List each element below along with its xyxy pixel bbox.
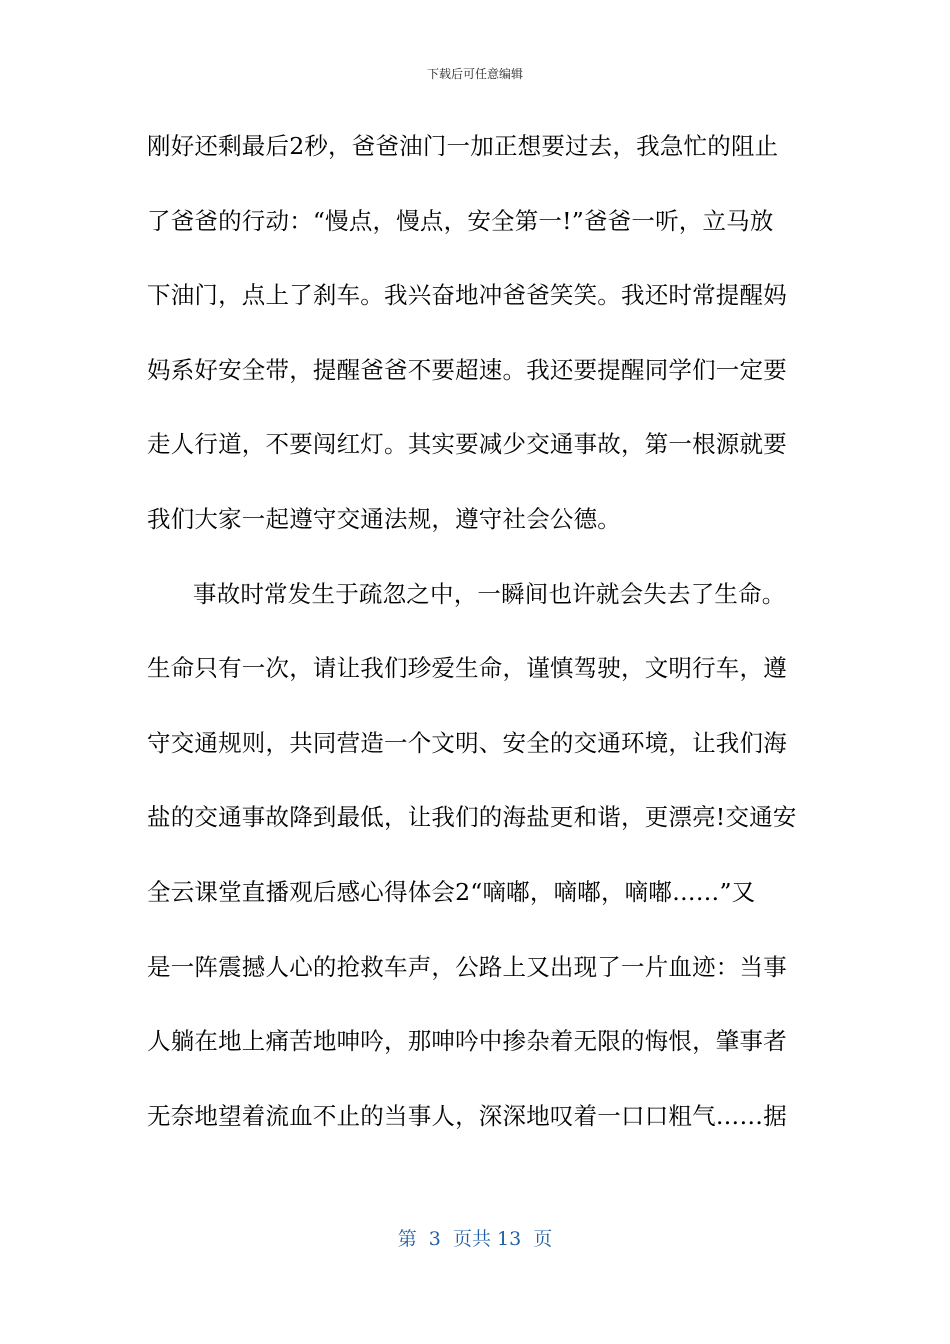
text-line: 妈系好安全带，提醒爸爸不要超速。我还要提醒同学们一定要 <box>147 355 787 384</box>
text-line: 我们大家一起遵守交通法规，遵守社会公德。 <box>147 504 621 533</box>
text-line: 刚好还剩最后2秒，爸爸油门一加正想要过去，我急忙的阻止 <box>147 132 779 160</box>
page-header-note: 下载后可任意编辑 <box>426 67 523 81</box>
text-line: 无奈地望着流血不止的当事人，深深地叹着一口口粗气……据 <box>147 1101 787 1130</box>
text-line: 人躺在地上痛苦地呻吟，那呻吟中掺杂着无限的悔恨，肇事者 <box>147 1027 787 1056</box>
document-body <box>147 122 807 1166</box>
text-line: 了爸爸的行动：“慢点，慢点，安全第一!”爸爸一听，立马放 <box>147 206 774 235</box>
text-line: 下油门，点上了刹车。我兴奋地冲爸爸笑笑。我还时常提醒妈 <box>147 281 787 310</box>
text-line: 全云课堂直播观后感心得体会2“嘀嘟，嘀嘟，嘀嘟……”又 <box>147 877 756 906</box>
paragraph-start-line: 事故时常发生于疏忽之中，一瞬间也许就会失去了生命。 <box>193 579 786 608</box>
text-line: 盐的交通事故降到最低，让我们的海盐更和谐，更漂亮!交通安 <box>147 803 797 832</box>
text-line: 走人行道，不要闯红灯。其实要减少交通事故，第一根源就要 <box>147 430 787 459</box>
text-line: 是一阵震撼人心的抢救车声，公路上又出现了一片血迹：当事 <box>147 952 787 981</box>
text-line: 守交通规则，共同营造一个文明、安全的交通环境，让我们海 <box>147 728 787 757</box>
page-number-footer: 第 3 页共 13 页 <box>397 1228 553 1250</box>
text-line: 生命只有一次，请让我们珍爱生命，谨慎驾驶，文明行车，遵 <box>147 654 787 683</box>
